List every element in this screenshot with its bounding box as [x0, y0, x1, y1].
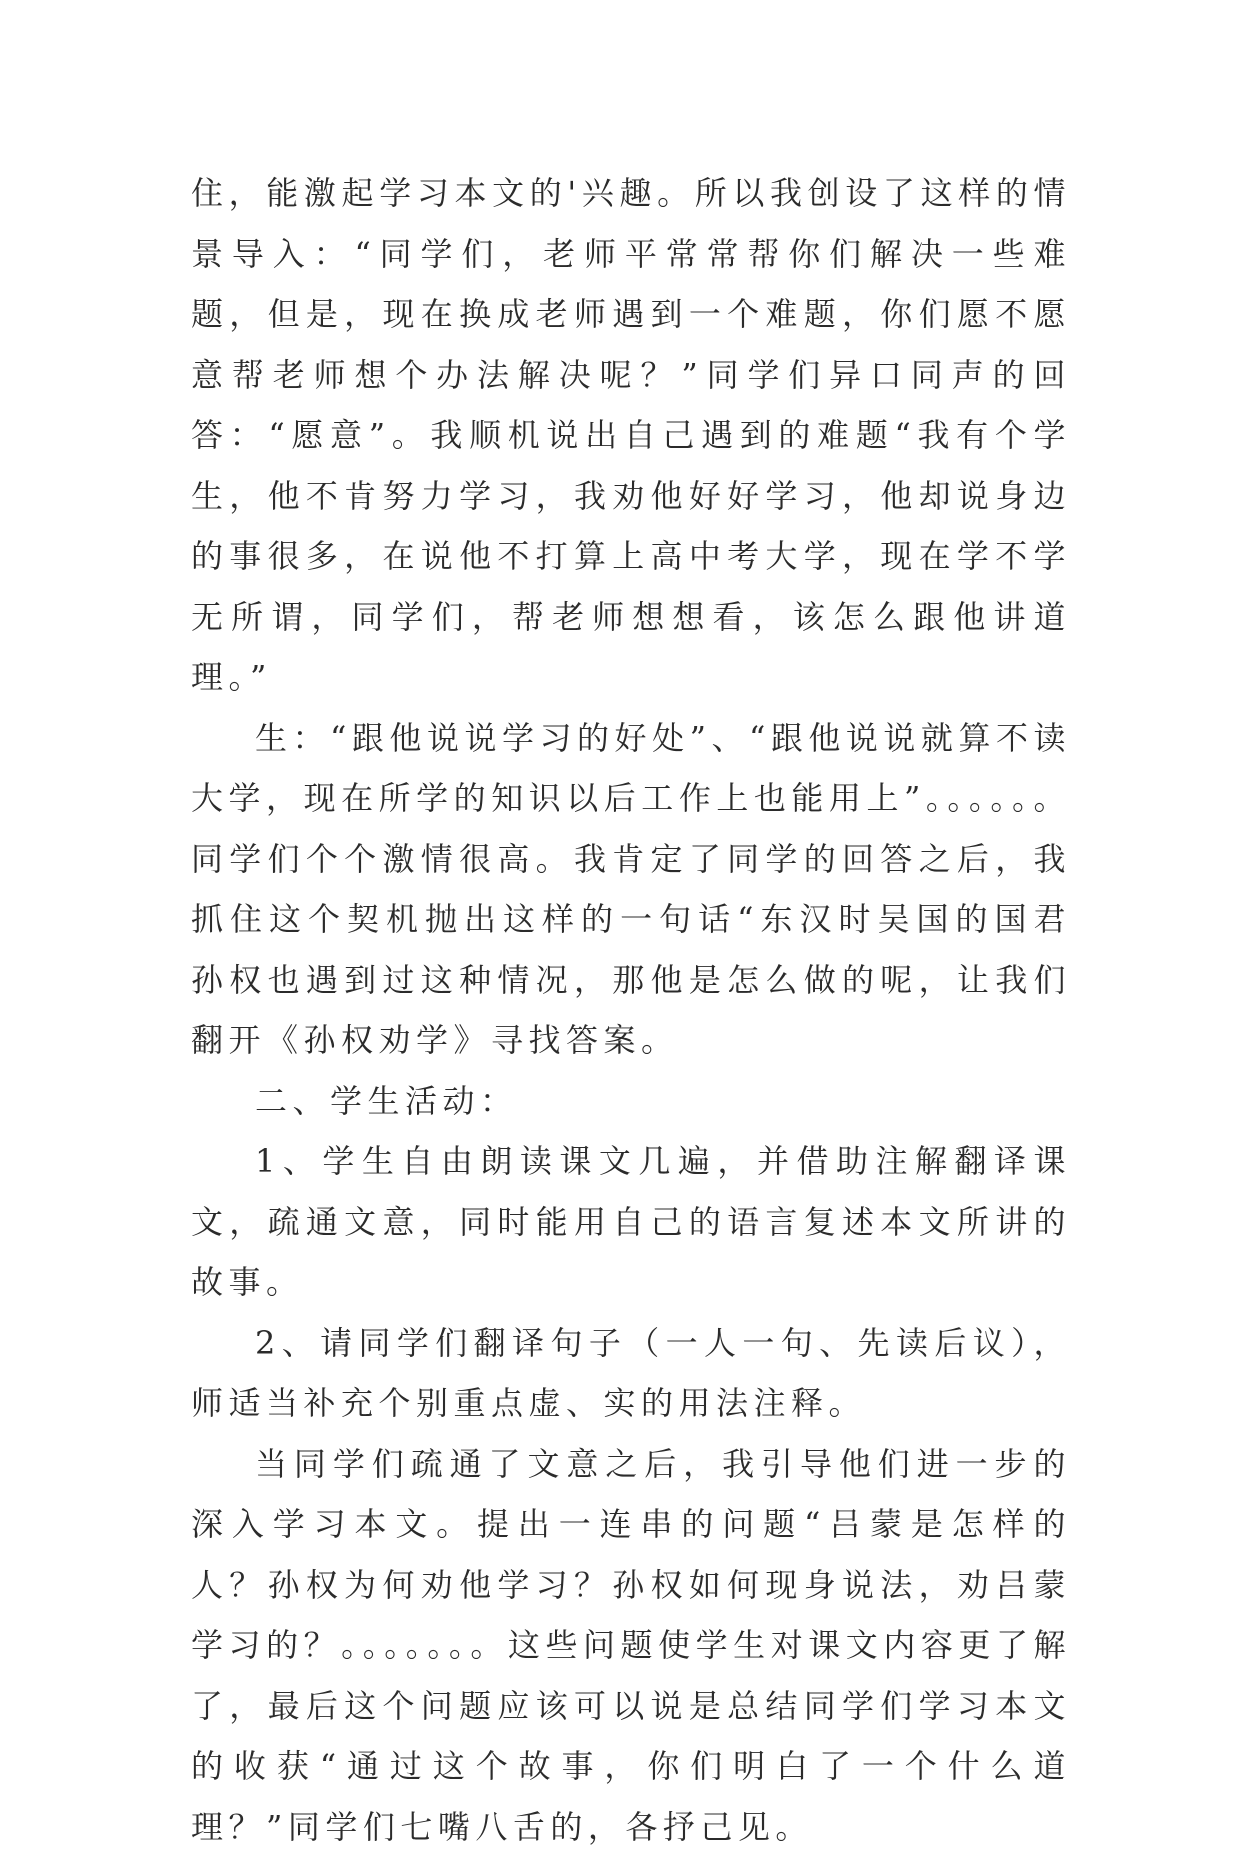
document-body: [191, 163, 1071, 1857]
paragraph-intro-continuation: 住，能激起学习本文的'兴趣。所以我创设了这样的情景导入：“同学们，老师平常常帮你们解决一些难题，但是，现在换成老师遇到一个难题，你们愿不愿意帮老师想个办法解决呢？”同学们异口同声的回答：“愿意”。我顺机说出自己遇到的难题“我有个学生，他不肯努力学习，我劝他好好学习，他却说身边的事很多，在说他不打算上高中考大学，现在学不学无所谓，同学们，帮老师想想看，该怎么跟他讲道理。”: [191, 163, 1071, 708]
section-heading-student-activity: 二、学生活动：: [191, 1071, 1071, 1132]
paragraph-activity-2: 2、请同学们翻译句子（一人一句、先读后议），师适当补充个别重点虚、实的用法注释。: [191, 1313, 1071, 1434]
paragraph-deeper-study: 当同学们疏通了文意之后，我引导他们进一步的深入学习本文。提出一连串的问题“吕蒙是怎样的人？孙权为何劝他学习？孙权如何现身说法，劝吕蒙学习的？。。。。。。。这些问题使学生对课文内容更了解了，最后这个问题应该可以说是总结同学们学习本文的收获“通过这个故事，你们明白了一个什么道理？”同学们七嘴八舌的，各抒己见。: [191, 1434, 1071, 1857]
paragraph-student-answers: 生：“跟他说说学习的好处”、“跟他说说就算不读大学，现在所学的知识以后工作上也能用上”。。。。。。同学们个个激情很高。我肯定了同学的回答之后，我抓住这个契机抛出这样的一句话“东汉时吴国的国君孙权也遇到过这种情况，那他是怎么做的呢，让我们翻开《孙权劝学》寻找答案。: [191, 708, 1071, 1071]
paragraph-activity-1: 1、学生自由朗读课文几遍，并借助注解翻译课文，疏通文意，同时能用自己的语言复述本文所讲的故事。: [191, 1131, 1071, 1313]
